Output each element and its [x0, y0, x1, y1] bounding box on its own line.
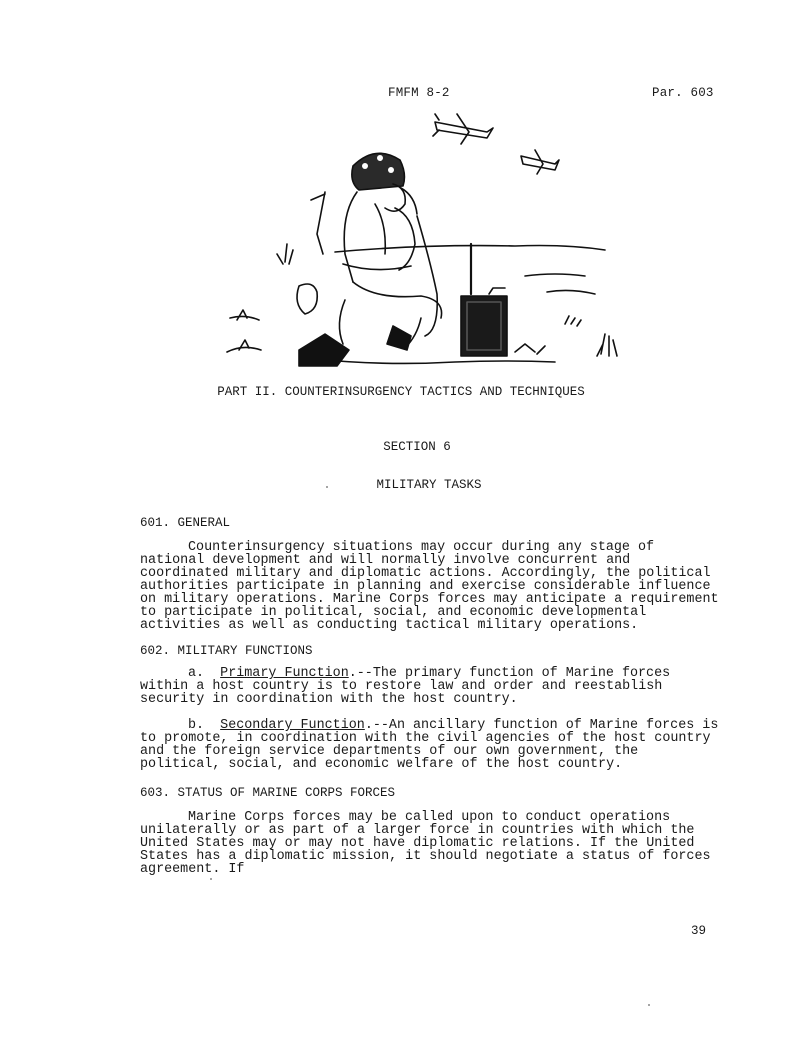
section-title: SECTION 6 — [383, 440, 451, 454]
paragraph-601 — [140, 541, 724, 632]
manual-designation: FMFM 8-2 — [388, 86, 450, 100]
paragraph-602b — [140, 719, 724, 771]
scan-speck — [210, 878, 212, 880]
paragraph-reference: Par. 603 — [652, 86, 714, 100]
paragraph-603 — [140, 811, 724, 876]
scan-speck — [648, 1004, 650, 1006]
secondary-function-title: Secondary Function — [220, 718, 365, 733]
paragraph-602a-text: .--The primary function of Marine forces within a host country is to restore law and order and reestablish security in coordination with the host country. — [140, 666, 671, 707]
paragraph-603-text: Marine Corps forces may be called upon to conduct operations unilaterally or as part of a larger force in countries with which the United States may or may not have diplomatic relations. If the United States has a diplomatic mission, it should negotiate a status of forces agreement. If — [140, 810, 711, 877]
heading-603: 603. STATUS OF MARINE CORPS FORCES — [140, 786, 396, 800]
section-subtitle: MILITARY TASKS — [376, 478, 482, 492]
paragraph-602b-text: .--An ancillary function of Marine forces is to promote, in coordination with the civil agencies of the host country and the foreign service departments of our own government, the political, social, and economic welfare of the host country. — [140, 718, 719, 772]
heading-602: 602. MILITARY FUNCTIONS — [140, 644, 313, 658]
heading-601: 601. GENERAL — [140, 516, 231, 530]
part-title: PART II. COUNTERINSURGENCY TACTICS AND TECHNIQUES — [217, 385, 585, 399]
paragraph-602a — [140, 667, 724, 706]
paragraph-602b-label: b. — [188, 718, 205, 733]
primary-function-title: Primary Function — [220, 666, 349, 681]
page-number: 39 — [691, 924, 707, 938]
scan-speck — [326, 486, 328, 488]
paragraph-602a-label: a. — [188, 666, 205, 681]
paragraph-601-text: Counterinsurgency situations may occur during any stage of national development and will normally involve concurrent and coordinated military and diplomatic actions. Accordingly, the political authorities participate in planning and exercise considerable influence on military operations. Marine Corps forces may anticipate a requirement to participate in political, social, and economic developmental activities as well as conducting tactical military operations. — [140, 540, 719, 633]
kneeling-radio-operator-with-aircraft-icon — [225, 104, 635, 374]
